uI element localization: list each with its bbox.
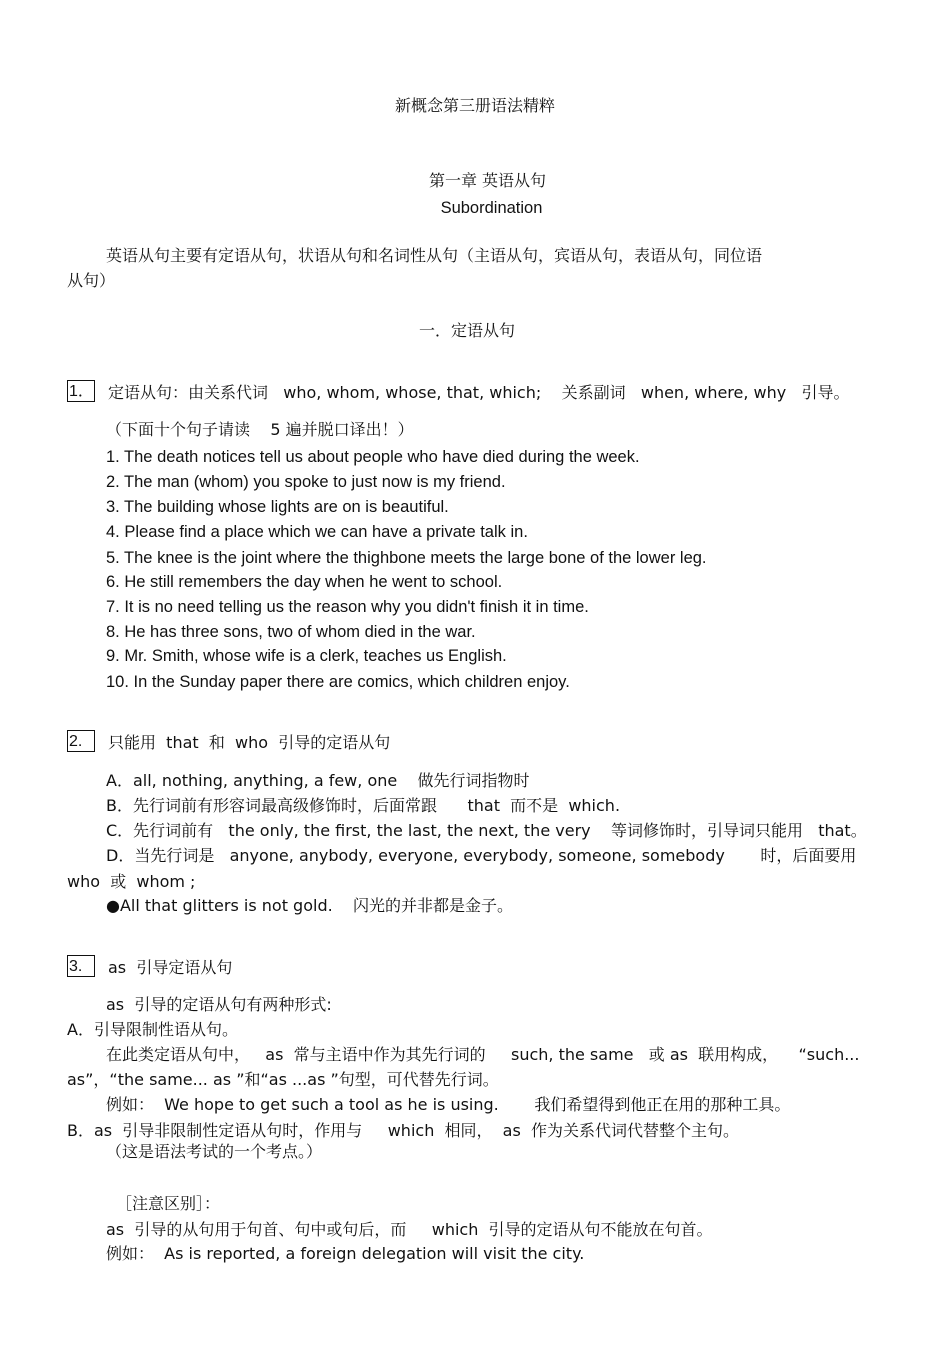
item-1-text: 定语从句：由关系代词 who, whom, whose, that, which; 关系副词 when, where, why 引导。 bbox=[108, 383, 850, 402]
intro-line-2: 从句） bbox=[67, 271, 116, 290]
attention-example: 例如： As is reported, a foreign delegation will visit the city. bbox=[106, 1244, 585, 1263]
item-2-rule-b: B．先行词前有形容词最高级修饰时，后面常跟 that 而不是 which. bbox=[106, 796, 621, 815]
item-2-rule-d: D．当先行词是 anyone, anybody, everyone, everybody, someone, somebody 时，后面要用 bbox=[106, 846, 857, 865]
example-sentence: 9. Mr. Smith, whose wife is a clerk, teaches us English. bbox=[106, 647, 507, 665]
item-3-a-text: 在此类定语从句中， as 常与主语中作为其先行词的 such, the same 或 as 联用构成， “such... bbox=[106, 1045, 860, 1064]
example-sentence: 5. The knee is the joint where the thighbone meets the large bone of the lower leg. bbox=[106, 549, 707, 567]
item-3-number-box: 3. bbox=[67, 955, 95, 977]
chapter-title: 第一章 英语从句 bbox=[428, 171, 547, 190]
item-2-rule-a: A．all, nothing, anything, a few, one 做先行词指物时 bbox=[106, 771, 530, 790]
item-2-rule-d-cont: who 或 whom ; bbox=[67, 872, 196, 891]
example-sentence: 4. Please find a place which we can have a private talk in. bbox=[106, 523, 528, 541]
example-sentence: 6. He still remembers the day when he went to school. bbox=[106, 573, 503, 591]
example-sentence: 3. The building whose lights are on is beautiful. bbox=[106, 498, 449, 516]
document-title: 新概念第三册语法精粹 bbox=[394, 96, 555, 115]
item-2-title: 只能用 that 和 who 引导的定语从句 bbox=[108, 733, 391, 752]
attention-text: as 引导的从句用于句首、句中或句后，而 which 引导的定语从句不能放在句首。 bbox=[106, 1220, 713, 1239]
example-sentence: 10. In the Sunday paper there are comics, which children enjoy. bbox=[106, 673, 570, 691]
item-1-number-box: 1． bbox=[67, 380, 95, 402]
item-2-example: ●All that glitters is not gold. 闪光的并非都是金子。 bbox=[106, 896, 514, 915]
item-1-note: （下面十个句子请读 5 遍并脱口译出！） bbox=[106, 420, 414, 439]
item-3-a-example: 例如： We hope to get such a tool as he is using. 我们希望得到他正在用的那种工具。 bbox=[106, 1095, 791, 1114]
item-2-number-box: 2. bbox=[67, 730, 95, 752]
item-3-title: as 引导定语从句 bbox=[108, 958, 233, 977]
item-2-rule-c: C．先行词前有 the only, the first, the last, the next, the very 等词修饰时，引导词只能用 that。 bbox=[106, 821, 867, 840]
intro-line-1: 英语从句主要有定语从句，状语从句和名词性从句（主语从句，宾语从句，表语从句，同位语 bbox=[106, 246, 763, 265]
section-heading: 一．定语从句 bbox=[419, 321, 516, 340]
item-3-a-title: A．引导限制性语从句。 bbox=[67, 1020, 238, 1039]
chapter-subtitle: Subordination bbox=[440, 199, 543, 217]
example-sentence: 7. It is no need telling us the reason why you didn't finish it in time. bbox=[106, 598, 589, 616]
item-3-a-text-cont: as”，“the same... as ”和“as ...as ”句型，可代替先行词。 bbox=[67, 1070, 499, 1089]
item-3-b-text: B．as 引导非限制性定语从句时，作用与 which 相同， as 作为关系代词代替整个主句。 bbox=[67, 1121, 739, 1140]
attention-heading: ［注意区别］： bbox=[116, 1194, 221, 1213]
item-3-b-note: （这是语法考试的一个考点。） bbox=[106, 1142, 323, 1161]
example-sentence: 1. The death notices tell us about people who have died during the week. bbox=[106, 448, 640, 466]
example-sentence: 8. He has three sons, two of whom died in the war. bbox=[106, 623, 476, 641]
example-sentence: 2. The man (whom) you spoke to just now is my friend. bbox=[106, 473, 506, 491]
item-3-intro: as 引导的定语从句有两种形式: bbox=[106, 995, 332, 1014]
